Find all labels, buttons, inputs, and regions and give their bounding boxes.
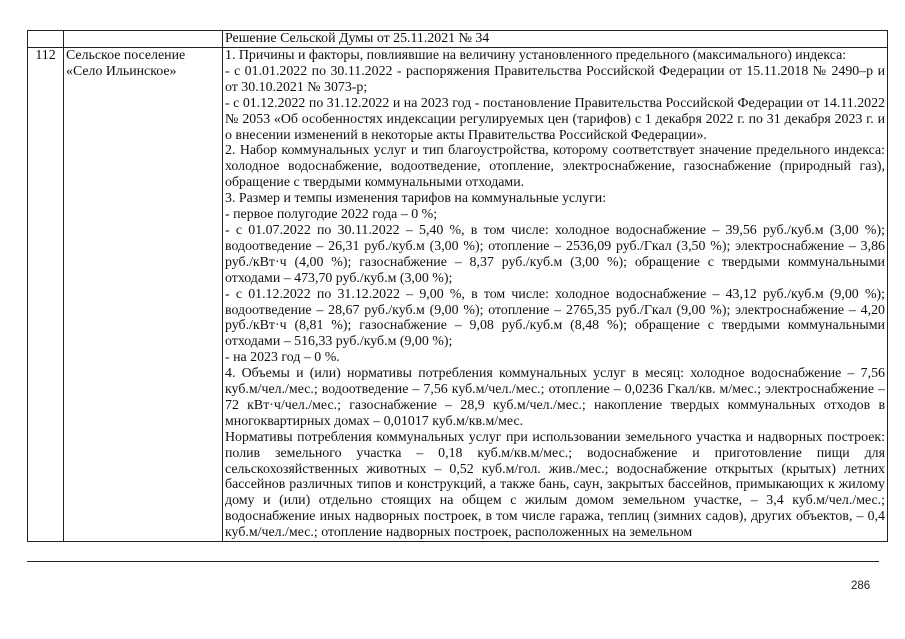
header-empty-name bbox=[64, 31, 223, 48]
row-content bbox=[223, 48, 888, 542]
paragraph: - с 01.12.2022 по 31.12.2022 и на 2023 год - постановление Правительства Российской Федерации от 14.11.2022 № 2053 «Об особенностях индексации регулируемых цен (тарифов) с 1 декабря 2022 г. по 31 декабря 2023 г. и о внесении изменений в некоторые акты Правительства Российской Федерации». bbox=[225, 95, 885, 143]
paragraph: 4. Объемы и (или) нормативы потребления коммунальных услуг в месяц: холодное водоснабжение – 7,56 куб.м/чел./мес.; водоотведение – 7,56 куб.м/чел./мес.; отопление – 0,0236 Гкал/кв. м/мес.; электроснабжение – 72 кВт·ч/чел./мес.; газоснабжение – 28,9 куб.м/чел./мес.; накопление твердых коммунальных отходов в многоквартирных домах – 0,01017 куб.м/кв.м/мес. bbox=[225, 366, 885, 429]
row-number: 112 bbox=[28, 48, 64, 542]
decision-title: Решение Сельской Думы от 25.11.2021 № 34 bbox=[223, 31, 888, 48]
page-number: 286 bbox=[851, 580, 871, 592]
settlement-name: Сельское поселение «Село Ильинское» bbox=[64, 48, 223, 542]
tariff-table bbox=[27, 30, 888, 542]
header-empty-num bbox=[28, 31, 64, 48]
table-row bbox=[28, 48, 888, 542]
paragraph: - на 2023 год – 0 %. bbox=[225, 350, 340, 366]
paragraph: - с 01.12.2022 по 31.12.2022 – 9,00 %, в том числе: холодное водоснабжение – 43,12 руб./куб.м (9,00 %); водоотведение – 28,67 руб./куб.м (9,00 %); отопление – 2765,35 руб./Гкал (9,00 %); электроснабжение – 4,20 руб./кВт·ч (8,81 %); газоснабжение – 9,08 руб./куб.м (8,48 %); обращение с твердыми коммунальными отходами – 516,33 руб./куб.м (9,00 %); bbox=[225, 286, 885, 350]
paragraph: 3. Размер и темпы изменения тарифов на коммунальные услуги: bbox=[225, 191, 607, 207]
paragraph: - с 01.01.2022 по 30.11.2022 - распоряжения Правительства Российской Федерации от 15.11.2018 № 2490–р и от 30.10.2021 № 3073-р; bbox=[225, 63, 885, 95]
paragraph: 2. Набор коммунальных услуг и тип благоустройства, которому соответствует значение предельного индекса: холодное водоснабжение, водоотведение, отопление, электроснабжение, газоснабжение (природный газ), обращение с твердыми коммунальными отходами. bbox=[225, 143, 885, 191]
paragraph: - с 01.07.2022 по 30.11.2022 – 5,40 %, в том числе: холодное водоснабжение – 39,56 руб./куб.м (3,00 %); водоотведение – 26,31 руб./куб.м (3,00 %); отопление – 2536,09 руб./Гкал (3,50 %); электроснабжение – 3,86 руб./кВт·ч (4,00 %); газоснабжение – 8,37 руб./куб.м (3,00 %); обращение с твердыми коммунальными отходами – 473,70 руб./куб.м (3,00 %); bbox=[225, 222, 885, 286]
paragraph: 1. Причины и факторы, повлиявшие на величину установленного предельного (максимального) индекса: bbox=[225, 48, 847, 63]
paragraph: - первое полугодие 2022 года – 0 %; bbox=[225, 207, 438, 223]
table-bottom-border bbox=[27, 561, 879, 562]
table-header-row bbox=[28, 31, 888, 48]
paragraph: Нормативы потребления коммунальных услуг при использовании земельного участка и надворных построек: полив земельного участка – 0,18 куб.м/кв.м/мес.; водоснабжение и приготовление пищи для сельскохозяйственных животных – 0,52 куб.м/гол. жив./мес.; водоснабжение открытых (крытых) летних бассейнов различных типов и конструкций, а также бань, саун, закрытых бассейнов, примыкающих к жилому дому и (или) отдельно стоящих на общем с жилым домом земельном участке, – 3,4 куб.м/чел./мес.; водоснабжение иных надворных построек, в том числе гаража, теплиц (зимних садов), других объектов, – 0,4 куб.м/чел./мес.; отопление надворных построек, расположенных на земельном bbox=[225, 429, 885, 541]
